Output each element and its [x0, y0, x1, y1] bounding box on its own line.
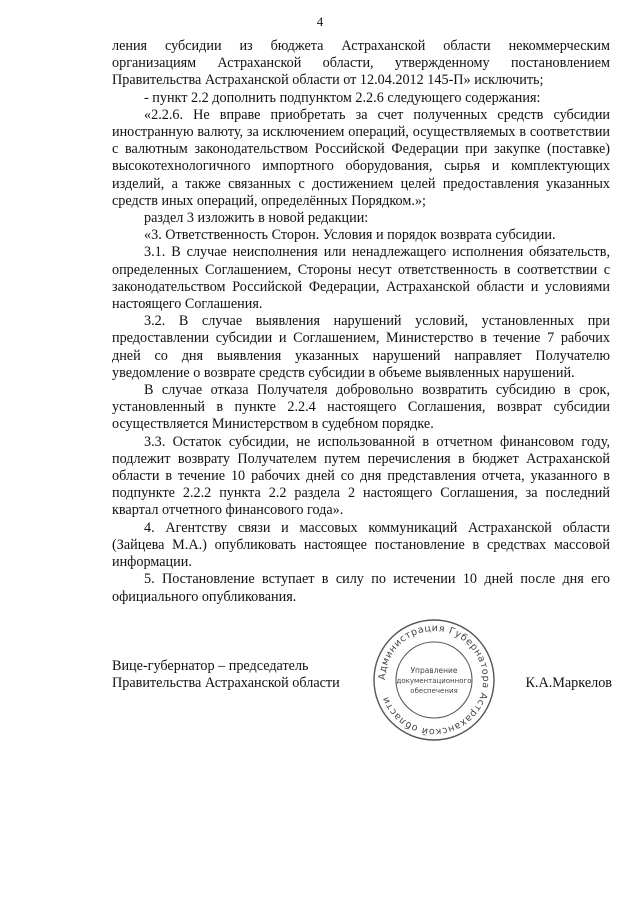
stamp-ring-text: Администрация Губернатора Астраханской области	[376, 622, 492, 738]
stamp-center-text: Управление	[410, 666, 458, 675]
paragraph: «3. Ответственность Сторон. Условия и порядок возврата субсидии.	[144, 227, 556, 244]
paragraph: 3.2. В случае выявления нарушений условий, установленных при предоставлении субсидии и Соглашением, Министерство в течение 7 рабочих дней со дня выявления указанных нарушений направляет Получателю уведомление о возврате средств субсидии в объеме выявленных нарушений.	[112, 313, 610, 381]
page-number: 4	[316, 14, 324, 29]
paragraph: ления субсидии из бюджета Астраханской области некоммерческим организациям Астраханской области, утвержденному постановлением Правительства Астраханской области от 12.04.2012 145-П» исключить;	[112, 38, 610, 89]
stamp-center-text: документационного	[396, 677, 472, 685]
paragraph: 3.1. В случае неисполнения или ненадлежащего исполнения обязательств, определенных Соглашением, Стороны несут ответственность в соответствии с законодательством Российской Федерации, Астраханской области и условиями настоящего Соглашения.	[112, 244, 610, 313]
paragraph: 5. Постановление вступает в силу по истечении 10 дней после дня его официального опубликования.	[112, 571, 610, 605]
official-stamp	[370, 616, 498, 744]
signatory-title-line: Правительства Астраханской области	[112, 675, 340, 691]
signatory-title	[112, 658, 372, 692]
signature-block	[112, 622, 612, 768]
paragraph: раздел 3 изложить в новой редакции:	[144, 210, 369, 227]
signatory-name: К.А.Маркелов	[525, 675, 612, 691]
document-body	[112, 38, 610, 606]
paragraph: 4. Агентству связи и массовых коммуникаций Астраханской области (Зайцева М.А.) опубликовать настоящее постановление в средствах массовой информации.	[112, 519, 610, 571]
paragraph: 3.3. Остаток субсидии, не использованной в отчетном финансовом году, подлежит возврату Получателем путем перечисления в бюджет Астраханской области в течение 10 рабочих дней со дня представления отчета, указанного в подпункте 2.2.2 пункта 2.2 раздела 2 настоящего Соглашения, за последний квартал отчетного финансового года».	[112, 433, 610, 519]
signatory-title-line: Вице-губернатор – председатель	[112, 658, 309, 674]
paragraph: «2.2.6. Не вправе приобретать за счет полученных средств субсидии иностранную валюту, за исключением операций, осуществляемых в соответствии с валютным законодательством Российской Федерации при закупке (поставке) высокотехнологичного импортного оборудования, сырья и комплектующих изделий, а также связанных с достижением целей предоставления указанных средств иных операций, определённых Порядком.»;	[112, 106, 610, 209]
stamp-center-text: обеспечения	[410, 687, 458, 695]
paragraph: - пункт 2.2 дополнить подпунктом 2.2.6 следующего содержания:	[144, 89, 541, 106]
paragraph: В случае отказа Получателя добровольно возвратить субсидию в срок, установленный в пункте 2.2.4 настоящего Соглашения, возврат субсидии осуществляется Министерством в судебном порядке.	[112, 382, 610, 433]
